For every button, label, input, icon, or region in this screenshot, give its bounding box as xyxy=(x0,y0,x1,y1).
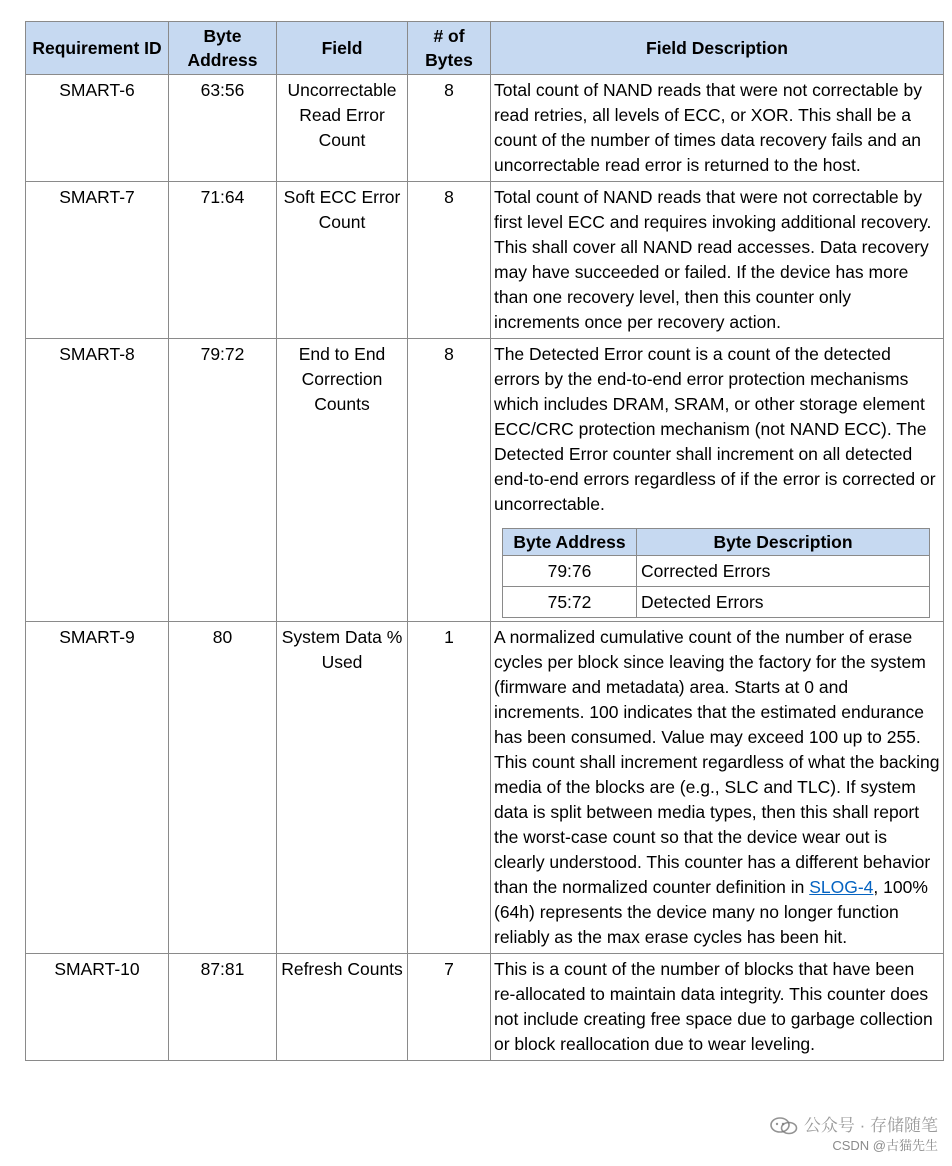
table-row xyxy=(26,182,944,339)
cell-field-description: Total count of NAND reads that were not correctable by read retries, all levels of ECC, or XOR. This shall be a count of the number of times data recovery fails and an uncorrectable read error is returned to the host. xyxy=(491,75,944,182)
cell-field-description xyxy=(491,339,944,622)
cell-field: End to End Correction Counts xyxy=(277,339,408,622)
cell-requirement-id: SMART-6 xyxy=(26,75,169,182)
cell-field: Uncorrectable Read Error Count xyxy=(277,75,408,182)
sub-cell-byte-address: 75:72 xyxy=(503,587,637,618)
cell-requirement-id: SMART-9 xyxy=(26,622,169,954)
byte-breakdown-table xyxy=(502,528,930,618)
watermark xyxy=(770,1116,938,1156)
cell-requirement-id: SMART-7 xyxy=(26,182,169,339)
cell-byte-address: 87:81 xyxy=(169,954,277,1061)
sub-table-row xyxy=(503,556,930,587)
header-field: Field xyxy=(277,22,408,75)
cell-num-bytes: 8 xyxy=(408,339,491,622)
description-text: The Detected Error count is a count of the detected errors by the end-to-end error protection mechanisms which includes DRAM, SRAM, or other storage element ECC/CRC protection mechanism (not NAND ECC). The Detected Error counter shall increment on all detected end-to-end errors regardless of if the error is corrected or uncorrectable. xyxy=(494,344,936,514)
cell-field: System Data % Used xyxy=(277,622,408,954)
cell-byte-address: 63:56 xyxy=(169,75,277,182)
table-row xyxy=(26,339,944,622)
cell-num-bytes: 8 xyxy=(408,75,491,182)
cell-field-description xyxy=(491,622,944,954)
sub-header-byte-address: Byte Address xyxy=(503,529,637,556)
smart-attributes-table xyxy=(25,21,944,1061)
table-row xyxy=(26,954,944,1061)
table-row xyxy=(26,75,944,182)
header-requirement-id: Requirement ID xyxy=(26,22,169,75)
description-text-before-link: A normalized cumulative count of the number of erase cycles per block since leaving the factory for the system (firmware and metadata) area. Starts at 0 and increments. 100 indicates that the estimated endurance has been consumed. Value may exceed 100 up to 255. This count shall increment regardless of what the backing media of the blocks are (e.g., SLC and TLC). If system data is split between media types, then this shall report the worst-case count so that the device wear out is clearly understood. This counter has a different behavior than the normalized counter definition in xyxy=(494,627,940,897)
header-byte-address: Byte Address xyxy=(169,22,277,75)
watermark-line-2: CSDN @古猫先生 xyxy=(832,1138,938,1153)
sub-table-row xyxy=(503,587,930,618)
cell-field: Refresh Counts xyxy=(277,954,408,1061)
cell-requirement-id: SMART-8 xyxy=(26,339,169,622)
description-text-after-link: , 100% (64h) represents the device many no longer function reliably as the max erase cycles has been hit. xyxy=(494,877,928,947)
sub-cell-byte-description: Corrected Errors xyxy=(637,556,930,587)
sub-cell-byte-address: 79:76 xyxy=(503,556,637,587)
sub-header-byte-description: Byte Description xyxy=(637,529,930,556)
cell-byte-address: 71:64 xyxy=(169,182,277,339)
cell-num-bytes: 7 xyxy=(408,954,491,1061)
sub-table-header-row xyxy=(503,529,930,556)
cell-field-description: Total count of NAND reads that were not correctable by first level ECC and requires invoking additional recovery. This shall cover all NAND read accesses. Data recovery may have succeeded or failed. If the device has more than one recovery level, then this counter only increments once per recovery action. xyxy=(491,182,944,339)
table-row xyxy=(26,622,944,954)
cell-num-bytes: 8 xyxy=(408,182,491,339)
watermark-line-1 xyxy=(770,1116,938,1136)
slog-4-link[interactable]: SLOG-4 xyxy=(809,877,874,897)
cell-byte-address: 79:72 xyxy=(169,339,277,622)
cell-field: Soft ECC Error Count xyxy=(277,182,408,339)
watermark-account-name: 公众号 · 存储随笔 xyxy=(803,1116,938,1135)
cell-requirement-id: SMART-10 xyxy=(26,954,169,1061)
sub-cell-byte-description: Detected Errors xyxy=(637,587,930,618)
cell-byte-address: 80 xyxy=(169,622,277,954)
cell-num-bytes: 1 xyxy=(408,622,491,954)
cell-field-description: This is a count of the number of blocks that have been re-allocated to maintain data integrity. This counter does not include creating free space due to garbage collection or block reallocation due to wear leveling. xyxy=(491,954,944,1061)
table-header-row xyxy=(26,22,944,75)
header-num-bytes: # of Bytes xyxy=(408,22,491,75)
wechat-icon xyxy=(770,1117,798,1135)
header-field-description: Field Description xyxy=(491,22,944,75)
